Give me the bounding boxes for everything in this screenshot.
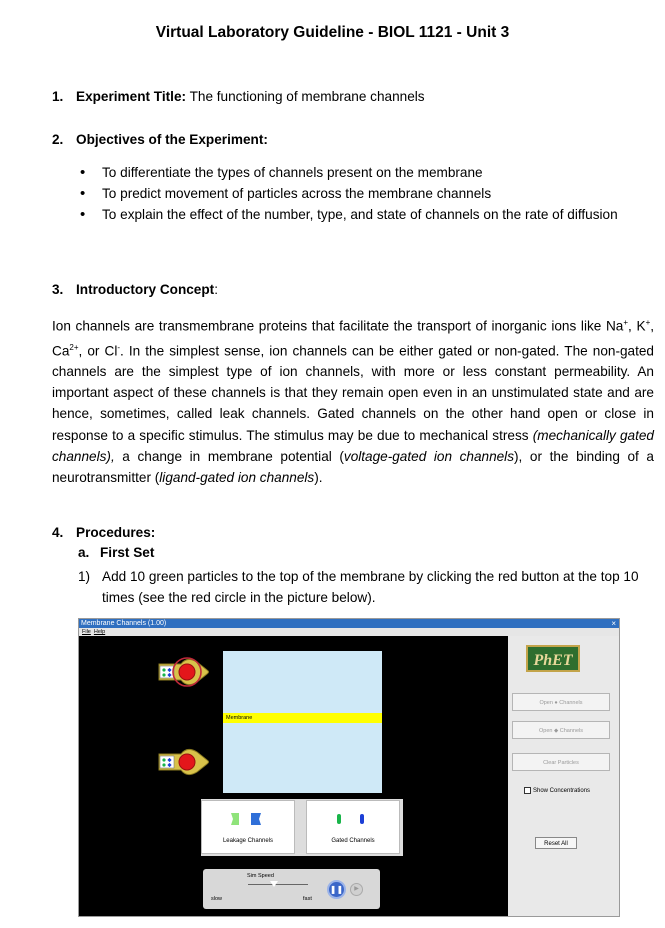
membrane-label: Membrane	[226, 715, 253, 721]
para-text: a change in membrane potential (	[114, 448, 344, 464]
slow-label: slow	[211, 896, 223, 902]
page-title: Virtual Laboratory Guideline - BIOL 1121 - Unit 3	[155, 24, 510, 41]
para-text: , K	[628, 318, 646, 334]
step-number: 1)	[78, 569, 91, 584]
close-icon[interactable]: ×	[611, 619, 616, 628]
sim-speed-thumb[interactable]	[270, 881, 278, 887]
procedure-subheading	[78, 545, 154, 560]
step-text: Add 10 green particles to the top of the membrane by clicking the red button at the top 10 times (see the red circle in the picture below).	[102, 569, 639, 605]
para-italic: ligand-gated ion channels	[159, 469, 315, 485]
section-experiment-title	[52, 89, 425, 104]
leakage-channels-box[interactable]	[201, 800, 295, 854]
simulation-screenshot	[78, 618, 620, 917]
section-label: Objectives of the Experiment:	[76, 132, 268, 147]
clear-particles-button[interactable]: Clear Particles	[512, 753, 610, 771]
procedure-step	[78, 566, 658, 608]
section-number: 2.	[52, 132, 64, 147]
section-procedures-heading	[52, 525, 155, 540]
membrane-bar	[223, 713, 382, 723]
phet-logo: PhET	[526, 645, 580, 672]
superscript: 2+	[69, 342, 79, 352]
para-text: . In the simplest sense, ion channels can be either gated or non-gated. The non-gated channels are the simplest type of ion channels, with more or less constant permeability. An important aspect of these channels is that they remain open even in an unstimulated state and are hence, sometimes, called leak channels. Gated channels on the other hand open or close in response to a specific stimulus. The stimulus may be due to mechanical stress	[52, 343, 654, 443]
show-concentrations-label: Show Concentrations	[533, 788, 591, 795]
section-label: Experiment Title:	[76, 89, 187, 104]
open-circle-channels-button[interactable]: Open ● Channels	[512, 693, 610, 711]
para-italic: voltage-gated ion channels	[343, 448, 515, 464]
gated-channel-icon	[334, 811, 374, 827]
intro-paragraph	[52, 312, 654, 488]
para-text: , or Cl	[78, 343, 118, 359]
window-titlebar	[79, 619, 619, 628]
sim-speed-panel	[203, 869, 380, 909]
menu-file[interactable]: File	[82, 629, 91, 635]
gated-channels-box[interactable]	[306, 800, 400, 854]
section-number: 3.	[52, 282, 64, 297]
para-text: ), or the binding of a neurotransmitter (	[52, 448, 654, 485]
fast-label: fast	[303, 896, 312, 902]
sub-letter: a.	[78, 545, 90, 560]
control-panel	[508, 636, 619, 916]
experiment-title-text: The functioning of membrane channels	[186, 89, 425, 104]
objectives-list	[80, 162, 640, 225]
superscript: -	[117, 342, 121, 352]
window-title: Membrane Channels (1.00)	[81, 620, 167, 627]
step-icon[interactable]: ▶	[350, 883, 363, 896]
superscript: +	[645, 318, 651, 327]
section-label: Procedures:	[76, 525, 156, 540]
para-italic: (mechanically gated channels),	[52, 427, 654, 464]
reset-all-button[interactable]: Reset All	[535, 837, 577, 849]
objective-item: • To explain the effect of the number, type, and state of channels on the rate of diffusion	[80, 204, 640, 225]
para-text: , Ca	[52, 318, 655, 359]
section-intro-heading: 3. Introductory Concept:	[52, 282, 218, 297]
section-number: 4.	[52, 525, 64, 540]
sub-label: First Set	[100, 545, 155, 560]
bottom-particle-dispenser[interactable]	[157, 745, 209, 779]
section-label: Introductory Concept	[76, 282, 215, 297]
leakage-channels-label: Leakage Channels	[222, 838, 274, 844]
menu-help[interactable]: Help	[93, 629, 106, 635]
open-diamond-channels-button[interactable]: Open ◆ Channels	[512, 721, 610, 739]
para-text: Ion channels are transmembrane proteins that facilitate the transport of inorganic ions like Na	[52, 318, 624, 334]
top-particle-dispenser[interactable]	[157, 655, 209, 689]
sim-speed-label: Sim Speed	[247, 873, 274, 879]
leakage-channel-icon	[229, 811, 269, 827]
gated-channels-label: Gated Channels	[331, 838, 375, 844]
pause-icon[interactable]: ❚❚	[327, 880, 346, 899]
section-objectives-heading	[52, 132, 268, 147]
sim-speed-track[interactable]	[248, 884, 308, 885]
objective-item: • To differentiate the types of channels present on the membrane	[80, 162, 640, 183]
menu-bar	[79, 628, 619, 636]
checkbox-icon[interactable]	[524, 787, 531, 794]
para-text: ).	[314, 469, 323, 485]
objective-item: • To predict movement of particles across the membrane channels	[80, 183, 640, 204]
section-number: 1.	[52, 89, 64, 104]
show-concentrations-checkbox[interactable]	[524, 787, 590, 794]
superscript: +	[623, 318, 629, 327]
